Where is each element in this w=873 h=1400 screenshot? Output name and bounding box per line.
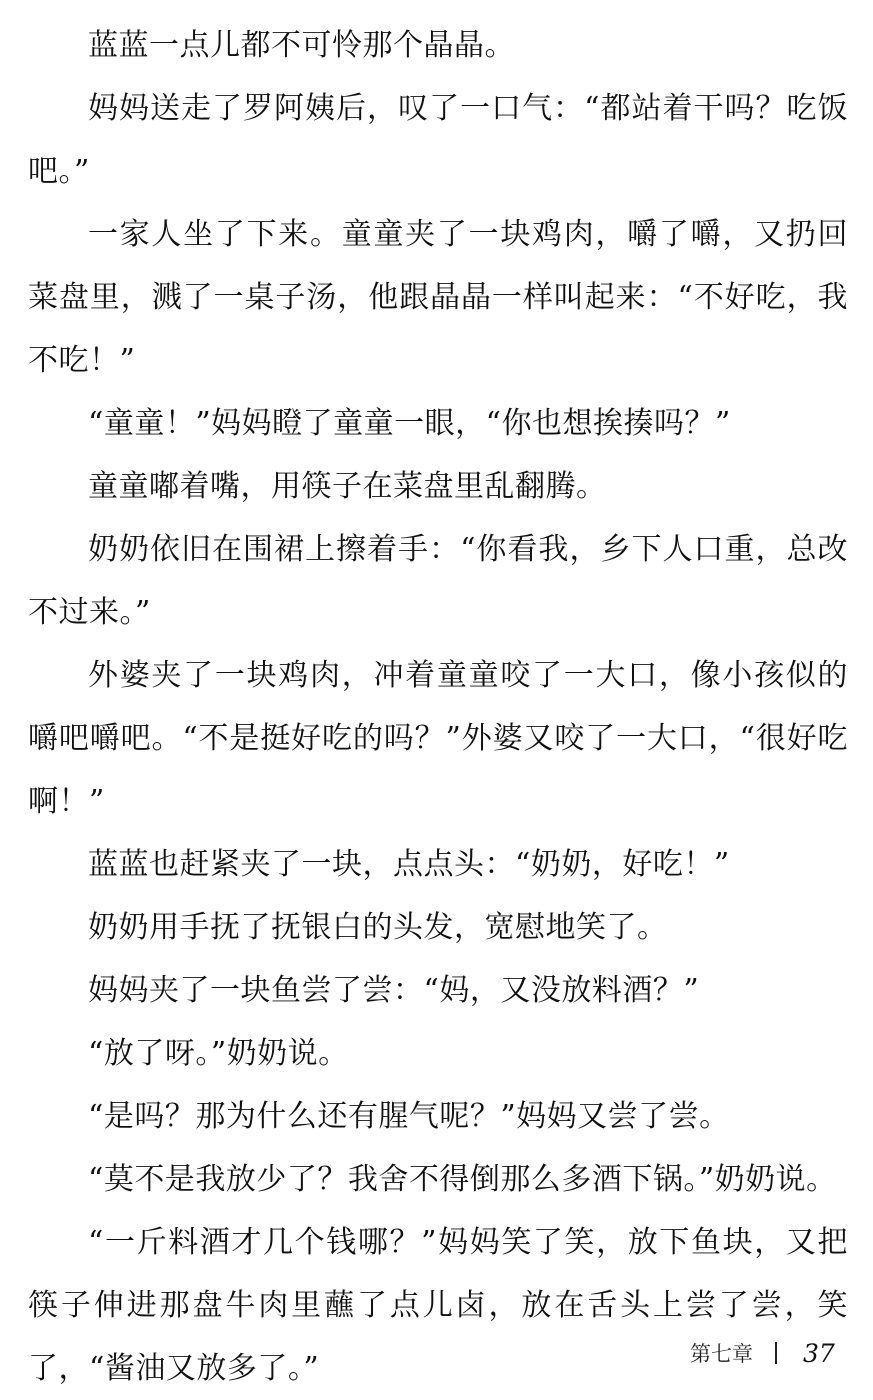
paragraph: 外婆夹了一块鸡肉，冲着童童咬了一大口，像小孩似的嚼吧嚼吧。“不是挺好吃的吗？”外婆又咬了一大口，“很好吃啊！” [28, 658, 848, 819]
chapter-label: 第七章 [690, 1342, 753, 1366]
footer-divider [775, 1342, 777, 1364]
paragraph: 奶奶依旧在围裙上擦着手：“你看我，乡下人口重，总改不过来。” [28, 532, 848, 630]
paragraph: 蓝蓝一点儿都不可怜那个晶晶。 [88, 28, 515, 63]
paragraph: 奶奶用手抚了抚银白的头发，宽慰地笑了。 [88, 910, 668, 945]
paragraph: “是吗？那为什么还有腥气呢？”妈妈又尝了尝。 [88, 1099, 730, 1134]
paragraph: 一家人坐了下来。童童夹了一块鸡肉，嚼了嚼，又扔回菜盘里，溅了一桌子汤，他跟晶晶一样叫起来：“不好吃，我不吃！” [28, 217, 848, 378]
paragraph: 童童嘟着嘴，用筷子在菜盘里乱翻腾。 [88, 469, 607, 504]
paragraph: “莫不是我放少了？我舍不得倒那么多酒下锅。”奶奶说。 [88, 1162, 837, 1197]
page-number: 37 [803, 1338, 835, 1368]
paragraph: “童童！”妈妈瞪了童童一眼，“你也想挨揍吗？” [88, 406, 731, 441]
paragraph: 妈妈夹了一块鱼尝了尝：“妈，又没放料酒？” [88, 973, 700, 1008]
paragraph: 蓝蓝也赶紧夹了一块，点点头：“奶奶，好吃！” [88, 847, 730, 882]
book-page-body [28, 14, 848, 1400]
paragraph: “放了呀。”奶奶说。 [88, 1036, 349, 1071]
page-footer [690, 1335, 850, 1371]
paragraph: 妈妈送走了罗阿姨后，叹了一口气：“都站着干吗？吃饭吧。” [28, 91, 848, 189]
paragraph: “一斤料酒才几个钱哪？”妈妈笑了笑，放下鱼块，又把筷子伸进那盘牛肉里蘸了点儿卤，放在舌头上尝了尝，笑了，“酱油又放多了。” [28, 1225, 848, 1386]
